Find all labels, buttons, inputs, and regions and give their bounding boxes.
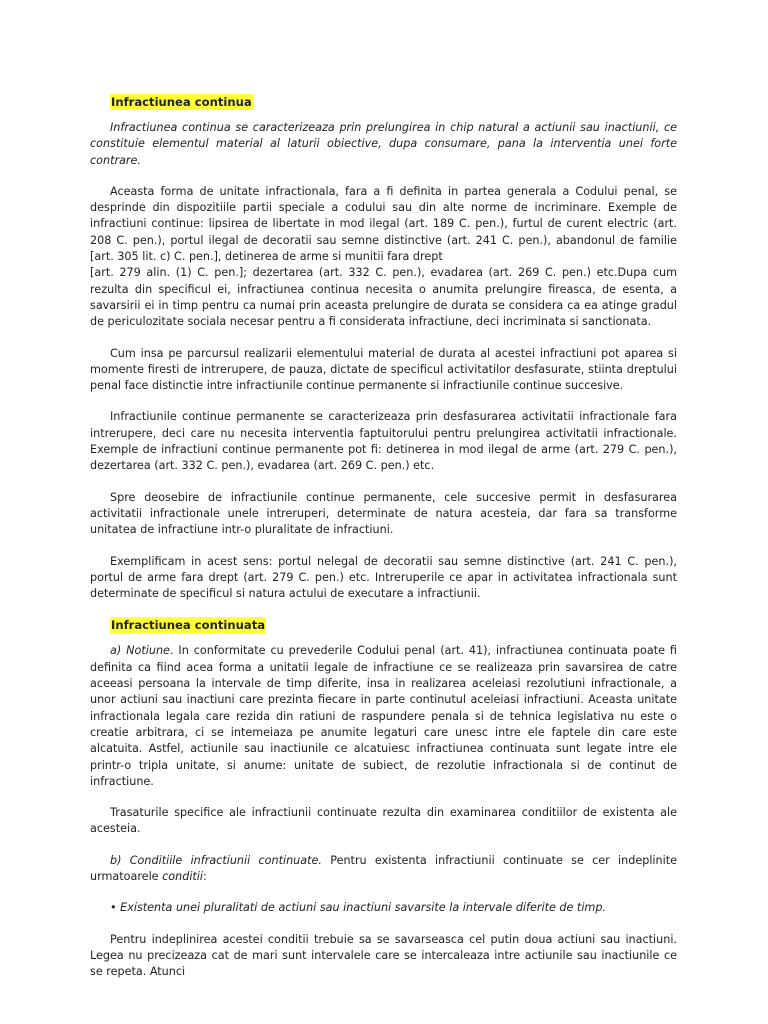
conditii-emphasis: conditii xyxy=(162,869,204,883)
paragraph-notiune xyxy=(90,643,677,790)
paragraph-trasaturi: Trasaturile specifice ale infractiunii continuate rezulta din examinarea conditiilor de existenta ale acesteia. xyxy=(90,806,677,836)
paragraph-conditii xyxy=(90,853,677,886)
conditii-colon: : xyxy=(203,869,207,883)
paragraph-successive: Spre deosebire de infractiunile continue permanente, cele succesive permit in desfasurarea activitatii infractionale unele intreruperi, determinate de natura acesteia, dar fara sa transforme unitatea de infractiune intr-o pluralitate de infractiuni. xyxy=(90,490,677,537)
paragraph-examples-continued: [art. 279 alin. (1) C. pen.]; dezertarea (art. 332 C. pen.), evadarea (art. 269 C. pen.) etc.Dupa cum rezulta din specificul ei, infractiunea continua necesita o anumita prelungire fireasca, de esenta, a savarsirii ei in timp pentru ca numai prin aceasta prelungire de durata se considera ca ea atinge gradul de periculozitate sociala necesar pentru a fi considerata infractiune, deci incriminata si sanctionata. xyxy=(90,266,677,329)
paragraph-exemplification: Exemplificam in acest sens: portul nelegal de decoratii sau semne distinctive (art. 241 C. pen.), portul de arme fara drept (art. 279 C. pen.) etc. Intreruperile ce apar in activitatea infractionala sunt determinate de specificul si natura actului de executare a infractiunii. xyxy=(90,554,677,601)
paragraph-permanent: Infractiunile continue permanente se caracterizeaza prin desfasurarea activitatii infractionale fara intrerupere, deci care nu necesita interventia faptuitorului pentru prelungirea activitatii infractionale. Exemple de infractiuni continue permanente pot fi: detinerea in mod ilegal de arme (art. 279 C. pen.), dezertarea (art. 332 C. pen.), evadarea (art. 269 C. pen.) etc. xyxy=(90,410,677,473)
paragraph-bullet-condition: • Existenta unei pluralitati de actiuni sau inactiuni savarsite la intervale diferite de timp. xyxy=(110,901,606,915)
conditii-lead: b) Conditiile infractiunii continuate. xyxy=(110,853,322,867)
paragraph-examples: Aceasta forma de unitate infractionala, fara a fi definita in partea generala a Codului penal, se desprinde din dispozitiile partii speciale a codului sau din alte norme de incriminare. Exemple de infractiuni continue: lipsirea de libertate in mod ilegal (art. 189 C. pen.), furtul de curent electric (art. 208 C. pen.), portul ilegal de decoratii sau semne distinctive (art. 241 C. pen.), abandonul de familie [art. 305 lit. c) C. pen.], detinerea de arme si munitii fara drept xyxy=(90,184,677,264)
conditii-body: Pentru existenta infractiunii continuate se cer indeplinite urmatoarele xyxy=(90,853,678,883)
section-heading-infractiunea-continuata xyxy=(90,617,677,634)
highlighted-heading-text: Infractiunea continuata xyxy=(111,618,266,633)
section-heading-infractiunea-continua xyxy=(90,94,677,111)
paragraph-interruptions: Cum insa pe parcursul realizarii elementului material de durata al acestei infractiuni pot aparea si momente firesti de intrerupere, de pauza, dictate de specificul activitatilor desfasurate, stiinta dreptului penal face distinctie intre infractiunile continue permanente si infractiunile continue succesive. xyxy=(90,346,677,393)
paragraph-definition: Infractiunea continua se caracterizeaza prin prelungirea in chip natural a actiunii sau inactiunii, ce constituie elementul material al laturii obiective, dupa consumare, pana la interventia unei forte contrare. xyxy=(90,121,677,167)
paragraph-condition-detail: Pentru indeplinirea acestei conditii trebuie sa se savarseasca cel putin doua actiuni sau inactiuni. Legea nu precizeaza cat de mari sunt intervalele care se intercaleaza intre actiunile sau inactiunile ce se repeta. Atunci xyxy=(90,932,677,979)
notiune-body: . In conformitate cu prevederile Codului penal (art. 41), infractiunea continuata poate fi definita ca fiind acea forma a unitatii legale de infractiune ce se realizeaza prin savarsirea de catre aceeasi persoana la intervale de timp diferite, insa in realizarea aceleiasi rezolutiuni infractionale, a unor actiuni sau inactiuni care prezinta fiecare in parte continutul aceleiasi infractiuni. Aceasta unitate infractionala legala care rezida din ratiuni de raspundere penala si de tehnica legislativa nu este o creatie arbitrara, ci se intemeiaza pe anumite legaturi care unesc intre ele faptele din care este alcatuita. Astfel, actiunile sau inactiunile ce alcatuiesc infractiunea continuata sunt legate intre ele printr-o tripla unitate, si anume: unitate de subiect, de rezolutie infractionala si de continut de infractiune. xyxy=(90,644,677,788)
notiune-lead: a) Notiune xyxy=(110,644,170,658)
highlighted-heading-text: Infractiunea continua xyxy=(111,95,252,109)
document-page xyxy=(90,94,677,995)
